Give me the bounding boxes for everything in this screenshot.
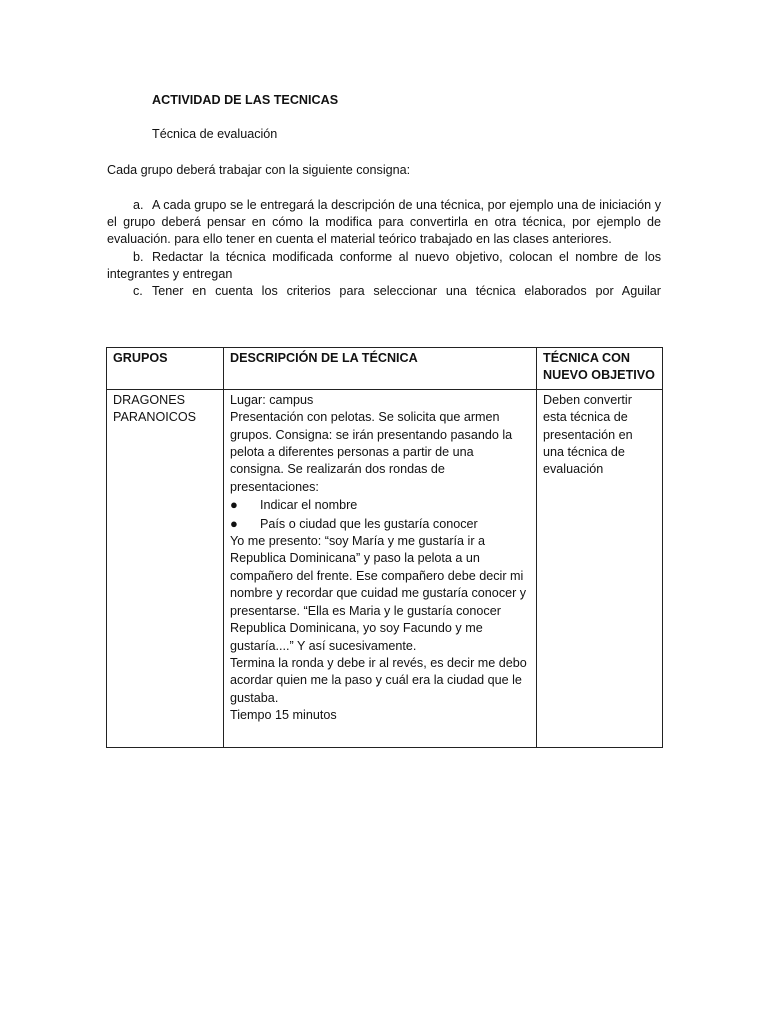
intro-paragraph: Cada grupo deberá trabajar con la siguiente consigna: xyxy=(107,163,411,177)
description-paragraph: Presentación con pelotas. Se solicita que armen grupos. Consigna: se irán presentando pasando la pelota a diferentes personas a partir de una consigna. Se realizarán dos rondas de presentaciones: xyxy=(230,410,513,494)
group-name-cell: DRAGONES PARANOICOS xyxy=(107,389,224,747)
bullet-text: País o ciudad que les gustaría conocer xyxy=(260,516,478,531)
header-new-objective: TÉCNICA CON NUEVO OBJETIVO xyxy=(537,348,663,390)
list-marker: a. xyxy=(133,198,144,212)
header-groups: GRUPOS xyxy=(107,348,224,390)
instruction-list xyxy=(107,197,661,300)
new-objective-cell: Deben convertir esta técnica de presentación en una técnica de evaluación xyxy=(537,389,663,747)
time-line: Tiempo 15 minutos xyxy=(230,708,337,723)
bullet-text: Indicar el nombre xyxy=(260,498,358,513)
reverse-paragraph: Termina la ronda y debe ir al revés, es decir me debo acordar quien me la paso y cuál era la ciudad que le gustaba. xyxy=(230,655,527,705)
bullet-item xyxy=(230,496,530,514)
document-title: ACTIVIDAD DE LAS TECNICAS xyxy=(152,93,339,107)
bullet-icon: ● xyxy=(230,497,238,513)
document-subtitle: Técnica de evaluación xyxy=(152,127,278,141)
list-item xyxy=(107,197,661,249)
bullet-item xyxy=(230,515,530,533)
techniques-table xyxy=(106,347,663,748)
place-line: Lugar: campus xyxy=(230,392,314,407)
example-paragraph: Yo me presento: “soy María y me gustaría ir a Republica Dominicana” y paso la pelota a un compañero del frente. Ese compañero debe decir mi nombre y recordar que cuidad me gustaría conocer y presentarse. “Ella es Maria y le gustaría conocer Republica Dominicana, yo soy Facundo y me gustaría....” Y así sucesivamente. xyxy=(230,534,527,653)
table-row xyxy=(107,389,663,747)
list-marker: b. xyxy=(133,249,144,264)
list-item-text: A cada grupo se le entregará la descripción de una técnica, por ejemplo una de iniciación y el grupo deberá pensar en cómo la modifica para convertirla en otra técnica, por ejemplo de evaluación. para ello tener en cuenta el material teórico trabajado en las clases anteriores. xyxy=(107,198,661,247)
list-marker: c. xyxy=(133,284,143,299)
header-description: DESCRIPCIÓN DE LA TÉCNICA xyxy=(224,348,537,390)
list-item xyxy=(107,249,661,283)
list-item xyxy=(107,283,661,300)
description-cell xyxy=(224,389,537,747)
list-item-text: Tener en cuenta los criterios para seleccionar una técnica elaborados por Aguilar xyxy=(152,284,661,299)
list-item-text: Redactar la técnica modificada conforme al nuevo objetivo, colocan el nombre de los integrantes y entregan xyxy=(107,249,661,281)
bullet-icon: ● xyxy=(230,515,238,531)
table-header-row xyxy=(107,348,663,390)
